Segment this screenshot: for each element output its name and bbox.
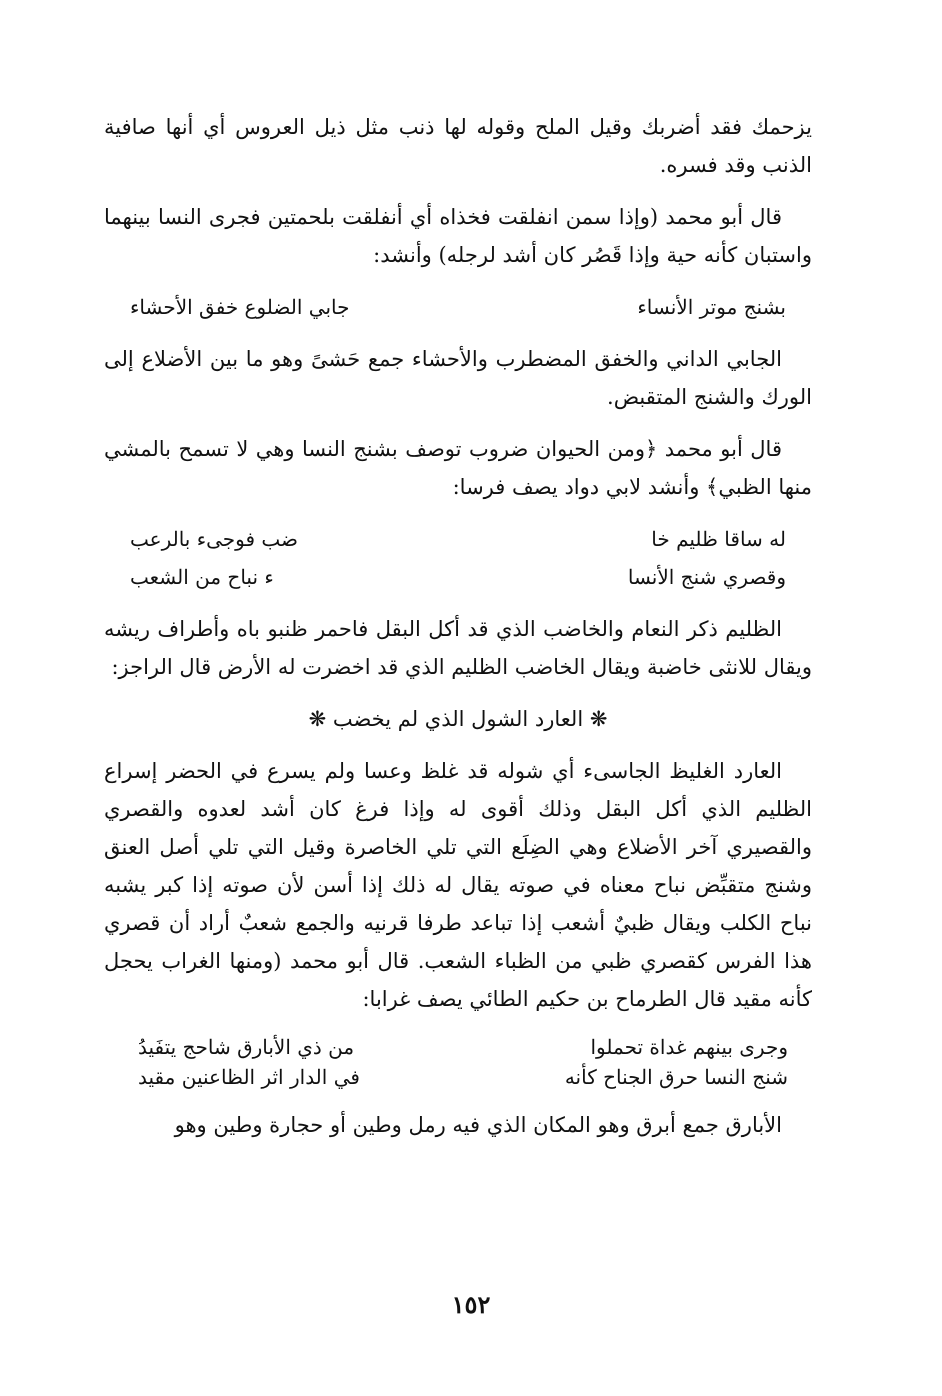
paragraph-3: الجابي الداني والخفق المضطرب والأحشاء جمع حَشىً وهو ما بين الأضلاع إلى الورك والشنج المتقبض. <box>104 347 812 409</box>
verse-line <box>130 520 786 558</box>
verse-line <box>138 1032 788 1062</box>
page-number: ١٥٢ <box>451 1290 491 1319</box>
verse-line <box>130 558 786 596</box>
verse-block-3 <box>104 1032 812 1092</box>
verse-hemistich-left: من ذي الأبارق شاحج يتفَيدُ <box>138 1035 355 1059</box>
paragraph-2: قال أبو محمد (وإذا سمن انفلقت فخذاه أي أنفلقت بلحمتين فجرى النسا بينهما واستبان كأنه حية وإذا قَصُر كان أشد لرجله) وأنشد: <box>104 205 812 267</box>
paragraph-5: الظليم ذكر النعام والخاضب الذي قد أكل البقل فاحمر ظنبو باه وأطراف ريشه ويقال للانثى خاضبة ويقال الخاضب الظليم الذي قد اخضرت له الأرض قال الراجز: <box>104 617 812 679</box>
verse-line <box>130 288 786 326</box>
paragraph-7: الأبارق جمع أبرق وهو المكان الذي فيه رمل وطين أو حجارة وطين وهو <box>174 1113 782 1137</box>
verse-hemistich-left: في الدار اثر الظاعنين مقيد <box>138 1065 360 1089</box>
verse-hemistich-right: وجرى بينهم غداة تحملوا <box>590 1035 788 1059</box>
verse-hemistich-right: شنج النسا حرق الجناح كأنه <box>564 1065 788 1089</box>
verse-block-2 <box>104 520 812 596</box>
verse-hemistich-left: جابي الضلوع خفق الأحشاء <box>130 295 350 319</box>
paragraph-4: قال أبو محمد ﴿ومن الحيوان ضروب توصف بشنج النسا وهي لا تسمح بالمشي منها الظبي﴾ وأنشد لابي دواد يصف فرسا: <box>104 437 812 499</box>
verse-hemistich-right: بشنج موتر الأنساء <box>637 295 786 319</box>
verse-hemistich-right: له ساقا ظليم خا <box>651 527 786 551</box>
verse-hemistich-right: وقصري شنج الأنسا <box>627 565 786 589</box>
paragraph-6: العارد الغليظ الجاسىء أي شوله قد غلظ وعسا ولم يسرع في الحضر إسراع الظليم الذي أكل البقل وذلك أقوى له وإذا فرغ كان أشد لعدوه والقصري والقصيري آخر الأضلاع وهي الضِلَع التي تلي الخاصرة وقيل التي تلي أصل العنق وشنج متقبِّض نباح معناه في صوته يقال له ذلك إذا أسن لأن صوته إذا كبر يشبه نباح الكلب ويقال ظبيٌ أشعب إذا تباعد طرفا قرنيه والجمع شعبٌ أراد أن قصري هذا الفرس كقصري ظبي من الظباء الشعب. قال أبو محمد (ومنها الغراب يحجل كأنه مقيد قال الطرماح بن حكيم الطائي يصف غرابا: <box>104 759 812 1011</box>
page-body <box>104 108 812 1158</box>
paragraph-1: يزحمك فقد أضربك وقيل الملح وقوله لها ذنب مثل ذيل العروس أي أنها صافية الذنب وقد فسره. <box>104 115 812 177</box>
verse-block-1 <box>104 288 812 326</box>
verse-hemistich-left: ضب فوجىء بالرعب <box>130 527 299 551</box>
verse-hemistich-left: ء نباح من الشعب <box>130 565 274 589</box>
rajaz-line: ❋ العارد الشول الذي لم يخضب ❋ <box>308 707 608 731</box>
verse-line <box>138 1062 788 1092</box>
